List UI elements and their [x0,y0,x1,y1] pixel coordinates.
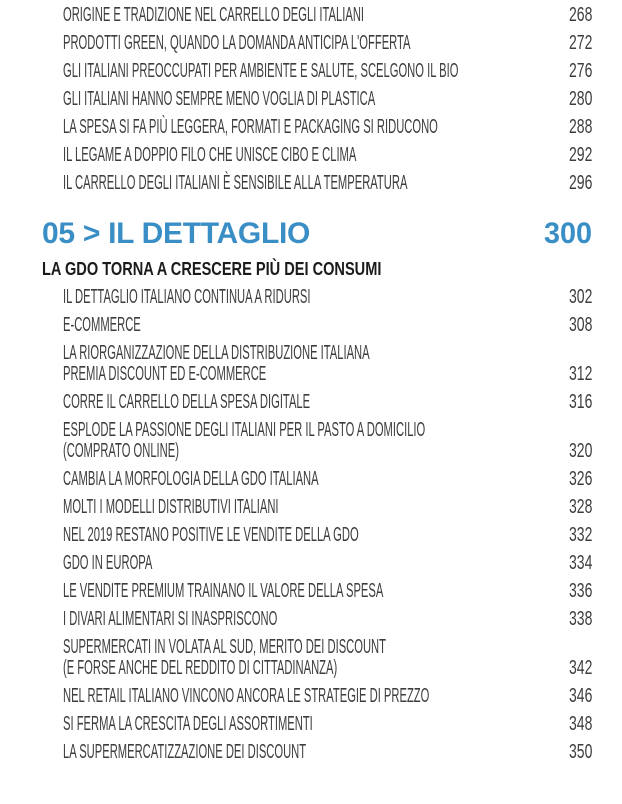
toc-entry-line: LE VENDITE PREMIUM TRAINANO IL VALORE DELLA SPESA [63,580,384,602]
toc-entry-page: 350 [568,741,592,763]
toc-entry-line: GLI ITALIANI HANNO SEMPRE MENO VOGLIA DI PLASTICA [63,88,376,110]
chapter-title-text: IL DETTAGLIO [108,217,311,250]
toc-entry[interactable] [63,637,592,679]
chapter-number: 05 [42,217,75,250]
toc-entry-line: LA SPESA SI FA PIÙ LEGGERA, FORMATI E PACKAGING SI RIDUCONO [63,116,438,138]
toc-entry-title [63,33,592,54]
toc-entry-page: 308 [568,314,592,336]
toc-entry-title [63,469,592,490]
toc-entry-title [63,145,592,166]
toc-entry[interactable] [63,315,592,336]
toc-entry-line: GDO IN EUROPA [63,552,153,574]
toc-entry-page: 316 [568,391,592,413]
toc-entry-title [63,315,592,336]
toc-entry-page: 280 [568,88,592,110]
toc-entry-title [63,117,592,138]
toc-entry-line: I DIVARI ALIMENTARI SI INASPRISCONO [63,608,278,630]
toc-entry[interactable] [63,525,592,546]
toc-entry[interactable] [63,469,592,490]
toc-entry-page: 328 [568,496,592,518]
toc-list-top [42,5,592,194]
toc-entry-line: IL LEGAME A DOPPIO FILO CHE UNISCE CIBO E CLIMA [63,144,357,166]
toc-entry[interactable] [63,343,592,385]
toc-entry[interactable] [63,497,592,518]
toc-list-chapter [42,287,592,763]
toc-entry-page: 288 [568,116,592,138]
toc-entry-page: 320 [568,440,592,462]
toc-entry-page: 338 [568,608,592,630]
toc-entry[interactable] [63,89,592,110]
toc-entry-line: IL DETTAGLIO ITALIANO CONTINUA A RIDURSI [63,286,311,308]
toc-entry-line: SI FERMA LA CRESCITA DEGLI ASSORTIMENTI [63,713,313,735]
toc-entry[interactable] [63,117,592,138]
toc-entry-line: NEL 2019 RESTANO POSITIVE LE VENDITE DELLA GDO [63,524,359,546]
toc-entry-line: GLI ITALIANI PREOCCUPATI PER AMBIENTE E SALUTE, SCELGONO IL BIO [63,60,459,82]
toc-entry-line: (COMPRATO ONLINE) [63,440,179,462]
toc-entry-title [63,609,592,630]
toc-entry[interactable] [63,742,592,763]
toc-entry-page: 326 [568,468,592,490]
toc-entry[interactable] [63,392,592,413]
toc-entry[interactable] [63,553,592,574]
toc-entry[interactable] [63,287,592,308]
toc-entry-title [63,420,592,462]
toc-entry-title [63,5,592,26]
toc-entry-page: 312 [568,363,592,385]
toc-entry-page: 268 [568,4,592,26]
toc-entry-line: E-COMMERCE [63,314,141,336]
toc-entry-title [63,497,592,518]
toc-entry-line: (E FORSE ANCHE DEL REDDITO DI CITTADINANZA) [63,657,338,679]
toc-entry[interactable] [63,61,592,82]
toc-entry-page: 346 [568,685,592,707]
toc-entry-line: PREMIA DISCOUNT ED E-COMMERCE [63,363,267,385]
toc-entry-line: ESPLODE LA PASSIONE DEGLI ITALIANI PER IL PASTO A DOMICILIO [63,419,426,441]
toc-entry-line: LA RIORGANIZZAZIONE DELLA DISTRIBUZIONE ITALIANA [63,342,370,364]
chevron-separator-icon: > [82,217,101,250]
toc-entry-title [63,392,592,413]
toc-entry-title [63,637,592,679]
toc-entry[interactable] [63,420,592,462]
toc-entry[interactable] [63,581,592,602]
chapter-subtitle: LA GDO TORNA A CRESCERE PIÙ DEI CONSUMI [42,259,382,279]
toc-entry-line: IL CARRELLO DEGLI ITALIANI È SENSIBILE ALLA TEMPERATURA [63,172,408,194]
toc-entry-title [63,581,592,602]
toc-entry-page: 296 [568,172,592,194]
toc-entry-title [63,686,592,707]
toc-entry-page: 272 [568,32,592,54]
toc-entry-line: CORRE IL CARRELLO DELLA SPESA DIGITALE [63,391,311,413]
toc-entry-title [63,343,592,385]
toc-entry[interactable] [63,609,592,630]
toc-entry-page: 302 [568,286,592,308]
toc-entry[interactable] [63,714,592,735]
toc-entry-page: 276 [568,60,592,82]
chapter-page-number: 300 [543,217,592,250]
toc-entry-line: MOLTI I MODELLI DISTRIBUTIVI ITALIANI [63,496,279,518]
toc-entry-page: 332 [568,524,592,546]
toc-entry-title [63,61,592,82]
chapter-heading[interactable] [42,218,592,250]
toc-entry[interactable] [63,145,592,166]
toc-entry-title [63,742,592,763]
toc-entry-title [63,89,592,110]
toc-entry-title [63,553,592,574]
toc-entry-line: PRODOTTI GREEN, QUANDO LA DOMANDA ANTICIPA L'OFFERTA [63,32,411,54]
toc-entry-title [63,287,592,308]
toc-entry-page: 292 [568,144,592,166]
toc-entry-title [63,173,592,194]
toc-entry[interactable] [63,686,592,707]
toc-entry-line: CAMBIA LA MORFOLOGIA DELLA GDO ITALIANA [63,468,319,490]
toc-entry-line: LA SUPERMERCATIZZAZIONE DEI DISCOUNT [63,741,307,763]
toc-entry-line: NEL RETAIL ITALIANO VINCONO ANCORA LE STRATEGIE DI PREZZO [63,685,430,707]
toc-entry[interactable] [63,33,592,54]
chapter-title [42,218,310,250]
toc-entry-page: 336 [568,580,592,602]
toc-entry-page: 348 [568,713,592,735]
toc-entry-title [63,525,592,546]
toc-entry[interactable] [63,173,592,194]
toc-entry[interactable] [63,5,592,26]
toc-entry-page: 334 [568,552,592,574]
toc-entry-line: ORIGINE E TRADIZIONE NEL CARRELLO DEGLI ITALIANI [63,4,365,26]
toc-entry-line: SUPERMERCATI IN VOLATA AL SUD, MERITO DEI DISCOUNT [63,636,386,658]
toc-entry-page: 342 [568,657,592,679]
toc-entry-title [63,714,592,735]
